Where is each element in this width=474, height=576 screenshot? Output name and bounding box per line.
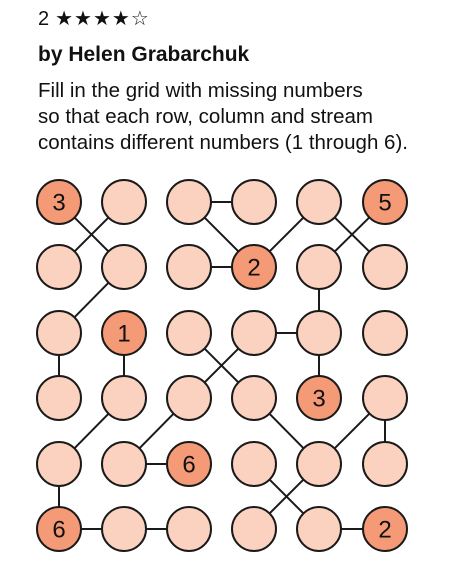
stream-link <box>270 218 304 252</box>
cell-circle <box>37 376 81 420</box>
empty-cell[interactable] <box>167 311 211 355</box>
instruction-line: so that each row, column and stream <box>38 105 374 128</box>
empty-cell[interactable] <box>167 376 211 420</box>
cell-circle <box>297 311 341 355</box>
empty-cell[interactable] <box>102 376 146 420</box>
cell-circle <box>37 245 81 289</box>
empty-cell[interactable] <box>102 180 146 224</box>
empty-cell[interactable] <box>37 245 81 289</box>
cell-number: 3 <box>52 189 66 217</box>
empty-cell[interactable] <box>37 442 81 486</box>
given-number-cell <box>37 507 81 551</box>
empty-cell[interactable] <box>363 245 407 289</box>
cell-circle <box>102 180 146 224</box>
empty-cell[interactable] <box>37 376 81 420</box>
cell-circle <box>167 311 211 355</box>
cell-circle <box>167 507 211 551</box>
cell-circle <box>167 376 211 420</box>
empty-cell[interactable] <box>102 442 146 486</box>
instruction-line: contains different numbers (1 through 6). <box>38 131 408 154</box>
cell-number: 6 <box>52 516 66 544</box>
empty-cell[interactable] <box>167 245 211 289</box>
empty-cell[interactable] <box>232 311 276 355</box>
cell-circle <box>102 507 146 551</box>
cell-circle <box>232 311 276 355</box>
cell-number: 3 <box>312 385 326 413</box>
given-number-cell <box>37 180 81 224</box>
given-number-cell <box>297 376 341 420</box>
cell-circle <box>363 442 407 486</box>
empty-cell[interactable] <box>167 507 211 551</box>
given-number-cell <box>363 180 407 224</box>
stream-link <box>74 414 108 449</box>
stream-link <box>74 283 108 318</box>
cell-circle <box>363 311 407 355</box>
empty-cell[interactable] <box>297 442 341 486</box>
puzzle-level: 2 <box>38 8 50 30</box>
given-number-cell <box>167 442 211 486</box>
cell-circle <box>232 376 276 420</box>
cell-circle <box>102 376 146 420</box>
empty-cell[interactable] <box>363 311 407 355</box>
stream-link <box>335 414 370 449</box>
empty-cell[interactable] <box>297 180 341 224</box>
cell-circle <box>102 442 146 486</box>
empty-cell[interactable] <box>102 507 146 551</box>
given-number-cell <box>363 507 407 551</box>
stream-link <box>269 414 303 449</box>
stream-link <box>205 218 239 252</box>
empty-cell[interactable] <box>232 180 276 224</box>
empty-cell[interactable] <box>363 376 407 420</box>
cell-circle <box>167 245 211 289</box>
cell-number: 1 <box>117 320 131 348</box>
empty-cell[interactable] <box>297 245 341 289</box>
instruction-line: Fill in the grid with missing numbers <box>38 79 363 102</box>
stream-link <box>139 414 173 449</box>
star-rating-icon: ★★★★☆ <box>55 8 150 30</box>
cell-number: 6 <box>182 451 196 479</box>
cell-circle <box>167 180 211 224</box>
cell-circle <box>297 507 341 551</box>
cell-circle <box>232 507 276 551</box>
cell-circle <box>37 311 81 355</box>
empty-cell[interactable] <box>102 245 146 289</box>
cell-circle <box>232 180 276 224</box>
cell-circle <box>363 245 407 289</box>
empty-cell[interactable] <box>363 442 407 486</box>
cell-circle <box>102 245 146 289</box>
cell-circle <box>297 180 341 224</box>
author-byline: by Helen Grabarchuk <box>38 43 250 66</box>
empty-cell[interactable] <box>37 311 81 355</box>
empty-cell[interactable] <box>232 442 276 486</box>
cell-circle <box>37 442 81 486</box>
empty-cell[interactable] <box>167 180 211 224</box>
empty-cell[interactable] <box>232 507 276 551</box>
cell-number: 5 <box>378 189 392 217</box>
cell-circle <box>232 442 276 486</box>
empty-cell[interactable] <box>297 507 341 551</box>
cell-circle <box>297 245 341 289</box>
cell-number: 2 <box>378 516 392 544</box>
cell-circle <box>297 442 341 486</box>
given-number-cell <box>102 311 146 355</box>
empty-cell[interactable] <box>297 311 341 355</box>
given-number-cell <box>232 245 276 289</box>
cell-circle <box>363 376 407 420</box>
cell-number: 2 <box>247 254 261 282</box>
empty-cell[interactable] <box>232 376 276 420</box>
